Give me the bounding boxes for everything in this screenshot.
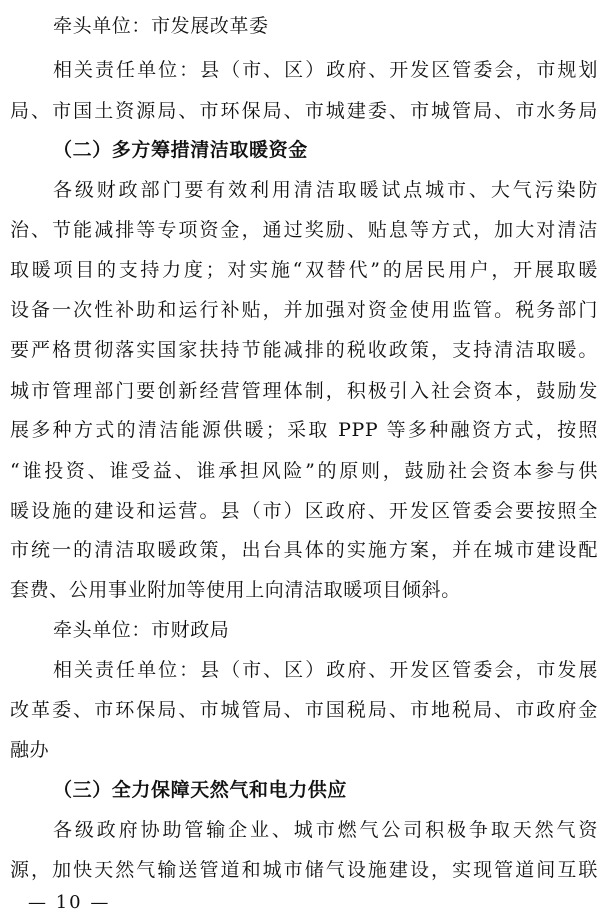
paragraph-line-5: 要严格贯彻落实国家扶持节能减排的税收政策，支持清洁取暖。 (10, 339, 598, 361)
responsible-units-line-1a: 相关责任单位：县（市、区）政府、开发区管委会，市规划 (53, 59, 598, 81)
responsible-units-line-2b: 改革委、市环保局、市城管局、市国税局、市地税局、市政府金 (10, 699, 598, 721)
responsible-units-line-2c: 融办 (10, 739, 50, 761)
paragraph-line-9: 暖设施的建设和运营。县（市）区政府、开发区管委会要按照全 (10, 500, 598, 522)
paragraph-line-2: 治、节能减排等专项资金，通过奖励、贴息等方式，加大对清洁 (10, 219, 598, 241)
lead-unit-line-1: 牵头单位：市发展改革委 (53, 15, 269, 37)
paragraph-line-7: 展多种方式的清洁能源供暖；采取 PPP 等多种融资方式，按照 (10, 419, 598, 441)
paragraph-line-11: 套费、公用事业附加等使用上向清洁取暖项目倾斜。 (10, 579, 461, 601)
paragraph-line-4: 设备一次性补助和运行补贴，并加强对资金使用监管。税务部门 (10, 299, 598, 321)
section-heading-2: （二）多方筹措清洁取暖资金 (53, 139, 308, 161)
paragraph-line-3: 取暖项目的支持力度；对实施“双替代”的居民用户，开展取暖 (10, 259, 598, 281)
paragraph-line-6: 城市管理部门要创新经营管理体制，积极引入社会资本，鼓励发 (10, 380, 598, 402)
paragraph-line-8: “谁投资、谁受益、谁承担风险”的原则，鼓励社会资本参与供 (10, 460, 598, 482)
paragraph-line-1: 各级财政部门要有效利用清洁取暖试点城市、大气污染防 (53, 179, 598, 201)
section-heading-3: （三）全力保障天然气和电力供应 (53, 779, 348, 801)
responsible-units-line-1b: 局、市国土资源局、市环保局、市城建委、市城管局、市水务局 (10, 100, 598, 122)
paragraph-line-10: 市统一的清洁取暖政策，出台具体的实施方案，并在城市建设配 (10, 539, 598, 561)
paragraph-3-line-2: 源，加快天然气输送管道和城市储气设施建设，实现管道间互联 (10, 859, 598, 881)
page-number: — 10 — (28, 892, 111, 913)
lead-unit-line-2: 牵头单位：市财政局 (53, 619, 230, 641)
responsible-units-line-2a: 相关责任单位：县（市、区）政府、开发区管委会，市发展 (53, 659, 598, 681)
paragraph-3-line-1: 各级政府协助管输企业、城市燃气公司积极争取天然气资 (53, 819, 598, 841)
